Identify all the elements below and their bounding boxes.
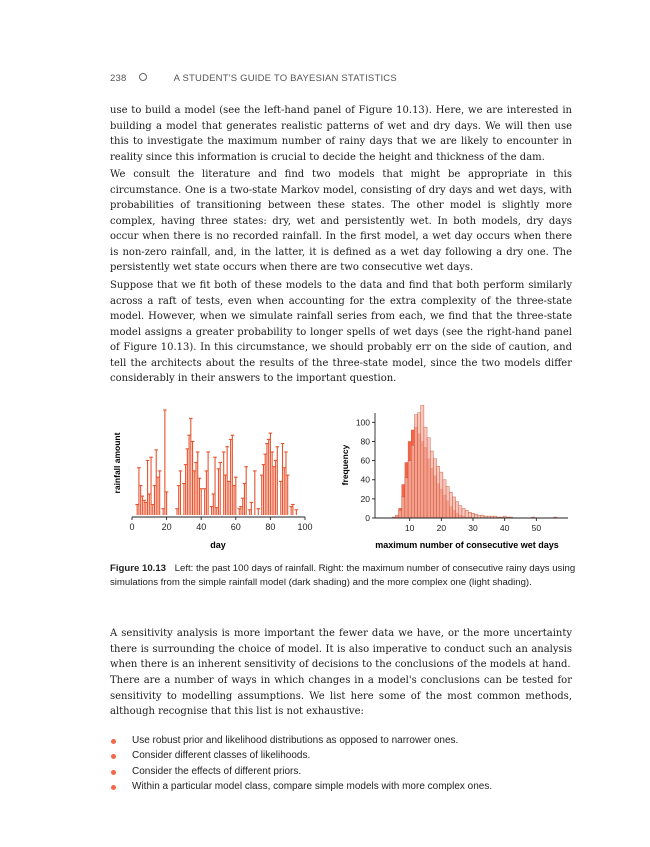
rainfall-y-axis-label: rainfall amount	[112, 432, 122, 494]
figure-caption	[110, 562, 580, 589]
histogram-x-tick-label: 20	[436, 523, 447, 533]
histogram-bar-complex	[440, 472, 443, 518]
histogram-bar-complex	[408, 461, 411, 518]
rainfall-x-tick-label: 100	[297, 522, 313, 532]
bullet-icon	[111, 785, 116, 790]
methods-list	[110, 733, 580, 794]
rainfall-x-tick-label: 40	[196, 522, 207, 532]
rainfall-chart	[112, 405, 327, 555]
histogram-bar-complex	[449, 492, 452, 518]
list-item-text: Consider different classes of likelihoods.	[132, 750, 311, 762]
histogram-y-tick-label: 40	[360, 474, 370, 485]
list-item	[110, 779, 580, 794]
paragraph-2: We consult the literature and find two models that might be appropriate in this circumstance. One is a two-state Markov model, consisting of dry days and wet days, with probabilities of transitioning between these states. The other model is slightly more complex, having three states: dry, wet and persistently wet. In both models, dry days occur when there is no recorded rainfall. In the first model, a wet day occurs when there is non-zero rainfall, and, in the latter, it is defined as a wet day following a dry one. The persistently wet state occurs when there are two consecutive wet days.	[110, 169, 572, 273]
histogram-bar-complex	[421, 405, 424, 518]
histogram-x-tick-label: 10	[404, 523, 415, 533]
histogram-plot-area	[356, 405, 568, 533]
paragraph-1: use to build a model (see the left-hand panel of Figure 10.13). Here, we are interested in building a model that generates realistic patterns of wet and dry days. We will then use this to investigate the maximum number of rainy days that we are likely to encounter in reality since this information is crucial to decide the height and thickness of the dam.	[110, 105, 572, 163]
bullet-icon	[111, 754, 116, 759]
list-item	[110, 748, 580, 763]
histogram-bar-complex	[427, 438, 430, 518]
histogram-bar-complex	[462, 508, 465, 518]
histogram-bar-complex	[424, 427, 427, 518]
histogram-bar-complex	[402, 497, 405, 518]
histogram-bar-complex	[443, 480, 446, 518]
histogram-bar-complex	[405, 478, 408, 518]
paragraph-3: Suppose that we fit both of these models to the data and find that both perform similarly across a raft of tests, even when accounting for the extra complexity of the three-state model. However, when we simulate rainfall series from each, we find that the three-state model assigns a greater probability to longer spells of wet days (see the right-hand panel of Figure 10.13). In this circumstance, we should probably err on the side of caution, and tell the architects about the results of the three-state model, since the two models differ considerably in their answers to the important question.	[110, 280, 572, 384]
list-item-text: Use robust prior and likelihood distributions as opposed to narrower ones.	[132, 735, 459, 746]
histogram-bar-complex	[452, 497, 455, 518]
histogram-bar-complex	[446, 486, 449, 518]
page-number: 238	[110, 73, 127, 84]
histogram-y-tick-label: 80	[360, 436, 370, 447]
histogram-bar-complex	[414, 415, 417, 518]
histogram-x-tick-label: 50	[531, 523, 542, 533]
list-item-text: Consider the effects of different priors.	[132, 765, 302, 777]
histogram-y-tick-label: 100	[355, 417, 370, 428]
histogram-y-tick-label: 0	[365, 513, 370, 523]
wet-days-histogram	[335, 405, 575, 555]
rainfall-x-tick-label: 0	[129, 522, 135, 532]
histogram-bar-complex	[465, 510, 468, 518]
histogram-x-tick-label: 40	[499, 523, 510, 533]
paragraph-4: A sensitivity analysis is more important the fewer data we have, or the more uncertainty there is surrounding the choice of model. It is also imperative to conduct such an analysis when there is an inherent sensitivity of decisions to the conclusions of the models at hand.	[110, 628, 572, 670]
figure-label: Figure 10.13	[110, 563, 166, 574]
histogram-bar-complex	[459, 506, 462, 518]
histogram-bar-complex	[433, 459, 436, 518]
running-header	[110, 73, 397, 84]
rainfall-x-tick-label: 60	[230, 522, 241, 532]
figure-caption-text: Left: the past 100 days of rainfall. Right: the maximum number of consecutive rainy days using simulations from the simple rainfall model (dark shading) and the more complex one (light shading).	[110, 563, 576, 588]
histogram-y-tick-label: 20	[360, 493, 370, 504]
histogram-bar-complex	[437, 466, 440, 518]
histogram-y-axis-label: frequency	[340, 444, 350, 486]
rainfall-x-tick-label: 80	[265, 522, 276, 532]
histogram-x-tick-label: 30	[468, 523, 478, 533]
histogram-y-tick-label: 60	[360, 455, 370, 466]
circle-icon	[139, 73, 147, 81]
rainfall-x-tick-label: 20	[161, 522, 172, 532]
bullet-icon	[111, 770, 116, 775]
histogram-bar-complex	[456, 502, 459, 518]
list-item	[110, 733, 580, 748]
list-item-text: Within a particular model class, compare simple models with more complex ones.	[132, 780, 493, 792]
rainfall-x-axis-label: day	[210, 540, 226, 550]
histogram-x-axis-label: maximum number of consecutive wet days	[375, 540, 559, 550]
histogram-bar-complex	[471, 513, 474, 518]
histogram-bar-complex	[411, 445, 414, 518]
histogram-bar-complex	[475, 514, 478, 518]
histogram-bar-complex	[468, 512, 471, 518]
paragraph-5: There are a number of ways in which changes in a model's conclusions can be tested for sensitivity to modelling assumptions. We list here some of the most common methods, although recognise that this list is not exhaustive:	[110, 675, 572, 717]
histogram-bar-complex	[430, 451, 433, 518]
running-title: A STUDENT'S GUIDE TO BAYESIAN STATISTICS	[173, 73, 397, 84]
list-item	[110, 764, 580, 779]
histogram-bar-complex	[399, 510, 402, 518]
histogram-bar-complex	[418, 413, 421, 518]
rainfall-plot-area	[129, 410, 312, 532]
bullet-icon	[111, 739, 116, 744]
